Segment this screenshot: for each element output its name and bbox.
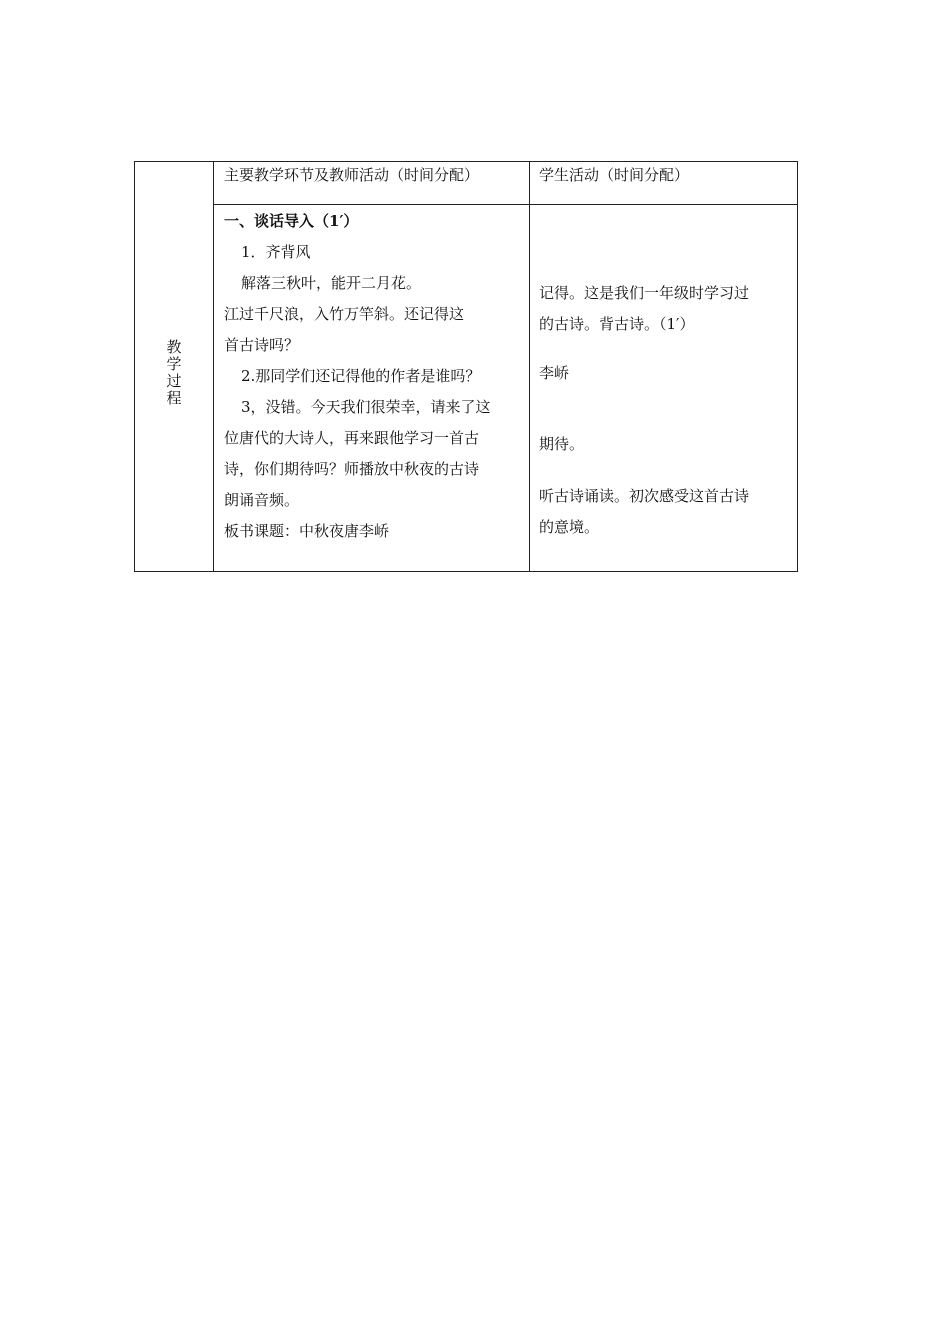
section-cell	[135, 162, 214, 572]
teacher-item-3-line-1: 3，没错。今天我们很荣幸，请来了这	[241, 398, 491, 416]
board-title: 板书课题：中秋夜唐李峤	[224, 522, 390, 540]
teacher-item-3-line-4: 朗诵音频。	[224, 491, 300, 509]
section-label: 教学过程	[166, 338, 182, 407]
student-line-2: 的古诗。背古诗。（1′）	[539, 315, 695, 333]
section-heading: 一、谈话导入（1′）	[224, 212, 359, 230]
student-line-4: 期待。	[539, 435, 585, 453]
teacher-activity	[214, 205, 529, 547]
student-line-6: 的意境。	[539, 518, 600, 536]
student-line-5: 听古诗诵读。初次感受这首古诗	[539, 487, 750, 505]
student-activity	[530, 205, 797, 571]
teacher-item-2: 2.那同学们还记得他的作者是谁吗？	[241, 367, 481, 385]
teacher-item-1: 1．齐背风	[241, 243, 311, 261]
teacher-item-3-line-2: 位唐代的大诗人，再来跟他学习一首古	[224, 429, 480, 447]
table-body-row	[135, 205, 798, 572]
teacher-column-title: 主要教学环节及教师活动（时间分配）	[224, 166, 480, 184]
student-activity-cell	[530, 205, 798, 572]
student-column-header	[530, 162, 798, 205]
lesson-plan-table	[134, 161, 798, 572]
student-column-title: 学生活动（时间分配）	[539, 166, 690, 184]
poem-line-2: 江过千尺浪，入竹万竿斜。还记得这	[224, 305, 465, 323]
student-line-3: 李峤	[539, 364, 570, 382]
teacher-item-3-line-3: 诗，你们期待吗？师播放中秋夜的古诗	[224, 460, 480, 478]
teacher-column-header	[214, 162, 530, 205]
poem-line-1: 解落三秋叶，能开二月花。	[241, 274, 422, 292]
student-line-1: 记得。这是我们一年级时学习过	[539, 284, 750, 302]
teacher-activity-cell	[214, 205, 530, 572]
poem-question: 首古诗吗？	[224, 336, 300, 354]
table-header-row	[135, 162, 798, 205]
